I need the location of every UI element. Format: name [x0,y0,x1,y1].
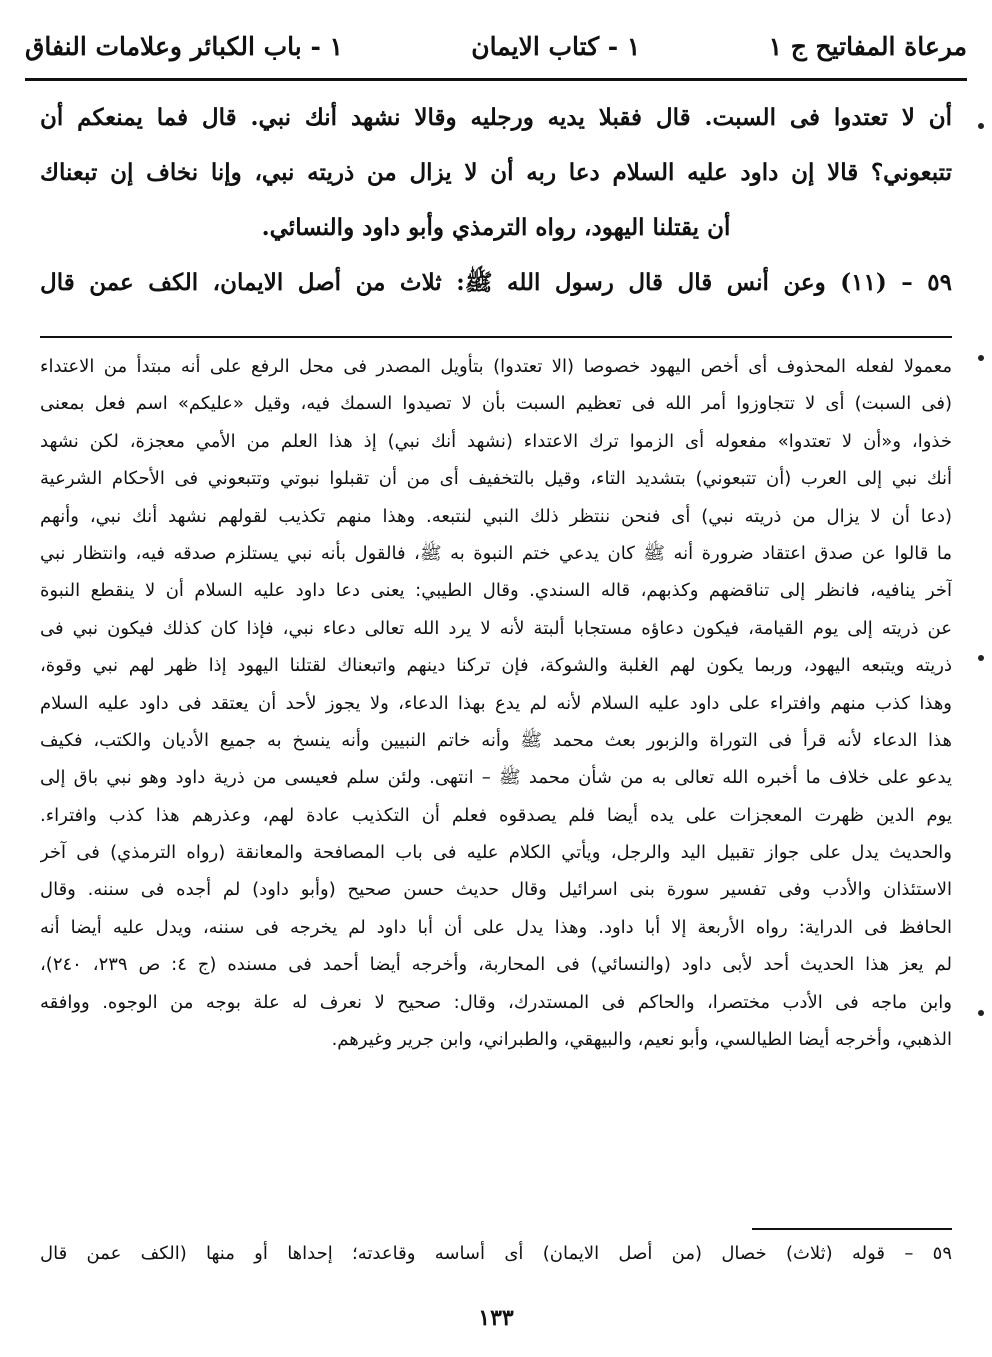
commentary-line: والحديث يدل على جواز تقبيل اليد والرجل، ويأتي الكلام عليه فى باب المصافحة والمعانقة (رواه الترمذي) فى آخر [40,842,952,864]
scan-dot [978,123,984,129]
commentary-line: الاستئذان والأدب وفى تفسير سورة بنى اسرائيل وقال حديث حسن صحيح (وأبو داود) لم أجده فى سننه. وقال [40,879,952,901]
commentary-line: لم يعز هذا الحديث أحد لأبى داود (والنسائي) فى المحاربة، وأخرجه أيضا أحمد فى مسنده (ج ٤: ص ٢٣٩، ٢٤٠)، [40,954,952,976]
header-kitab: ١ - كتاب الايمان [471,31,641,61]
commentary-line: خذوا، و«أن لا تعتدوا» مفعوله أى الزموا ترك الاعتداء (نشهد أنك نبي) إذ هذا العلم من الأمي معجزة، لكن نشهد [40,430,952,452]
header-book-title: مرعاة المفاتيح ج ١ [768,31,967,61]
commentary-line: آخر ينافيه، فانظر إلى تناقضهم وكذبهم، قاله السندي. وقال الطيبي: يعنى دعا داود عليه السلام أن لا ينقطع النبوة [40,580,952,602]
hadith-line: ٥٩ – (١١) وعن أنس قال قال رسول الله ﷺ: ثلاث من أصل الايمان، الكف عمن قال [40,269,952,296]
footnote-text: ٥٩ – قوله (ثلاث) خصال (من أصل الايمان) أى أساسه وقاعدته؛ إحداها أو منها (الكف عمن قال [40,1243,952,1264]
header-divider [25,78,967,81]
commentary-line: الحافظ فى الدراية: رواه الأربعة إلا أبا داود. وهذا يدل على أن أبا داود لم يخرجه فى سننه، ويدل عليه أيضا أنه [40,916,952,938]
commentary-line: (دعا أن لا يزال من ذريته نبي) أى فنحن ننتظر ذلك النبي لنتبعه. وهذا منهم تكذيب لقولهم نشهد أنك نبي، وأنهم [40,505,952,527]
commentary-line: معمولا لفعله المحذوف أى أخص اليهود خصوصا (الا تعتدوا) بتأويل المصدر فى محل الرفع على أنه مبتدأ من الاعتداء [40,356,952,377]
footnote-divider [752,1228,952,1230]
scan-dot [978,1010,984,1016]
commentary-line: وابن ماجه فى الأدب مختصرا، والحاكم فى المستدرك، وقال: صحيح لا نعرف له علة بوجه من الوجوه. ووافقه [40,991,952,1013]
commentary-line: (فى السبت) أى لا تتجاوزوا أمر الله فى تعظيم السبت بأن لا تصيدوا السمك فيه، وقيل «عليكم» اسم فعل بمعنى [40,393,952,415]
page-number: ١٣٣ [478,1305,514,1331]
running-header [25,22,967,70]
commentary-line: أنك نبي إلى العرب (أن تتبعوني) بتشديد التاء، وقيل بالتخفيف أى من أن تقبلوا نبوتي وتتبعوني فى الأحكام الشرعية [40,468,952,490]
hadith-line: تتبعوني؟ قالا إن داود عليه السلام دعا ربه أن لا يزال من ذريته نبي، وإنا نخاف إن تبعناك [40,159,952,186]
commentary-line: هذا الدعاء لأنه قرأ فى التوراة والزبور بعث محمد ﷺ وأنه خاتم النبيين وأنه ينسخ به جميع الأديان والكتب، فكيف [40,729,952,751]
commentary-text [40,348,952,1058]
commentary-line: ذريته ويتبعه اليهود، وربما يكون لهم الغلبة والشوكة، فإن تركنا دينهم واتبعناك لقتلنا اليهود إذا ظهر لهم نبي وقوة، [40,655,952,677]
commentary-line: يدعو على خلاف ما أخبره الله تعالى به من شأن محمد ﷺ – انتهى. ولئن سلم فعيسى من ذرية داود وهو نبي باق إلى [40,767,952,789]
scan-dot [978,355,984,361]
section-divider [40,336,952,338]
header-bab: ١ - باب الكبائر وعلامات النفاق [25,31,343,61]
commentary-line: عن ذريته إلى يوم القيامة، فيكون دعاؤه مستجابا ألبتة لأنه لا يرد الله تعالى دعاء نبي، فإذا كان كذلك فيكون نبي فى [40,617,952,639]
commentary-line: ما قالوا عن صدق اعتقاد ضرورة أنه ﷺ كان يدعي ختم النبوة به ﷺ، فالقول بأنه نبي يستلزم صدقه فيه، وانتظار نبي [40,542,952,564]
hadith-line: أن يقتلنا اليهود، رواه الترمذي وأبو داود والنسائي. [261,214,731,241]
hadith-text [40,90,952,310]
scan-dot [978,655,984,661]
hadith-line: أن لا تعتدوا فى السبت. قال فقبلا يديه ورجليه وقالا نشهد أنك نبي. قال فما يمنعكم أن [40,104,952,131]
commentary-line: وهذا كذب منهم وافتراء على داود عليه السلام لأنه لم يدع بهذا الدعاء، ولا يجوز لأحد أن يعتقد فى داود عليه السلام [40,692,952,714]
commentary-line: الذهبي، وأخرجه أيضا الطيالسي، وأبو نعيم، والبيهقي، والطبراني، وابن جرير وغيرهم. [331,1029,952,1051]
commentary-line: يوم الدين ظهرت المعجزات على يده أيضا فلم يصدقوه فعلم أن التكذيب عادة لهم، وعذرهم هذا كذب وافتراء. [40,804,952,826]
